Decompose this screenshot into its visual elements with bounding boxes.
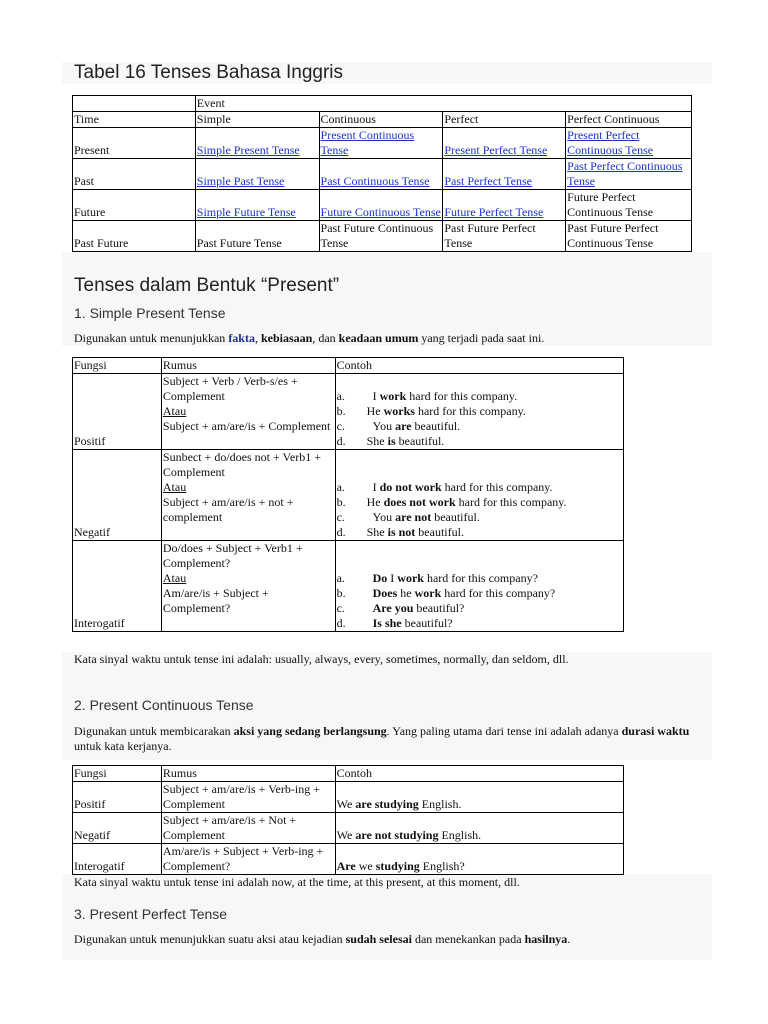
rumus-cell: Subject + am/are/is + Verb-ing + Complement (161, 782, 335, 813)
text: dan menekankan pada (411, 932, 525, 946)
text: hard for this company. (414, 404, 526, 418)
bold-text: is (387, 434, 396, 448)
fungsi-cell: Positif (73, 374, 162, 450)
text: yang terjadi pada saat ini. (418, 331, 545, 345)
time-label: Past Future (73, 221, 196, 252)
bold-text: works (383, 404, 415, 418)
spacer (163, 434, 334, 449)
table-row (73, 221, 692, 252)
fungsi-cell: Interogatif (73, 844, 162, 875)
table-cell: Past Future Tense (195, 221, 319, 252)
bold-text: hasilnya (524, 932, 568, 946)
table-cell (319, 128, 443, 159)
text: we (355, 859, 376, 873)
table-cell (195, 128, 319, 159)
example-line (337, 510, 622, 525)
example-line (337, 404, 622, 419)
text: English? (419, 859, 465, 873)
subsection-heading: 3. Present Perfect Tense (74, 906, 228, 922)
text: hard for this company. (455, 495, 567, 509)
text: beautiful. (411, 419, 461, 433)
bold-text: keadaan umum (338, 331, 419, 345)
tense-link[interactable]: Present Perfect Continuous Tense (567, 128, 654, 157)
text: You (372, 419, 396, 433)
rumus-cell (161, 374, 335, 450)
text: He (366, 495, 384, 509)
header-continuous: Continuous (319, 112, 443, 128)
bold-text: fakta (228, 331, 255, 345)
text: hard for this company? (423, 571, 538, 585)
table-cell (195, 190, 319, 221)
table-row (73, 813, 624, 844)
tense-link[interactable]: Past Continuous Tense (320, 174, 430, 188)
text: he (397, 586, 415, 600)
table-cell (319, 159, 443, 190)
contoh-cell (335, 782, 623, 813)
example-line (337, 495, 622, 510)
item-number: c. (336, 419, 345, 433)
header-rumus: Rumus (161, 766, 335, 782)
bold-text: are studying (355, 797, 419, 811)
text: . (567, 932, 571, 946)
text: I (372, 389, 380, 403)
table-row (73, 374, 624, 450)
formula: Sunbect + do/does not + Verb1 + Complement (162, 450, 321, 479)
section-heading: Tenses dalam Bentuk “Present” (74, 275, 340, 296)
text: I (372, 480, 380, 494)
text: . Yang paling utama dari tense ini adalah adanya (386, 724, 622, 738)
table-cell (319, 190, 443, 221)
text: She (366, 525, 388, 539)
table-cell: Future Perfect Continuous Tense (566, 190, 692, 221)
header-contoh: Contoh (335, 766, 623, 782)
example-line (337, 434, 622, 449)
event-label: Event (195, 96, 691, 112)
table-cell: Past Future Perfect Tense (443, 221, 566, 252)
formula: Do/does + Subject + Verb1 + Complement? (162, 541, 303, 570)
text: beautiful. (395, 434, 445, 448)
tense-link[interactable]: Simple Future Tense (196, 205, 296, 219)
fungsi-cell: Positif (73, 782, 162, 813)
paragraph (74, 331, 714, 346)
bold-text: Is she (372, 616, 402, 630)
header-time: Time (73, 112, 196, 128)
signal-words: Kata sinyal waktu untuk tense ini adalah now, at the time, at this present, at this moment, dll. (74, 875, 520, 889)
bold-text: does not work (383, 495, 456, 509)
text: hard for this company. (406, 389, 518, 403)
simple-present-table (72, 357, 624, 632)
text: Digunakan untuk menunjukkan (74, 331, 229, 345)
item-number: d. (336, 525, 346, 539)
rumus-cell: Am/are/is + Subject + Verb-ing + Complement? (161, 844, 335, 875)
rumus-cell: Subject + am/are/is + Not + Complement (161, 813, 335, 844)
header-perfect: Perfect (443, 112, 566, 128)
tense-link[interactable]: Present Perfect Tense (444, 143, 548, 157)
tense-link[interactable]: Past Perfect Tense (444, 174, 532, 188)
bold-text: studying (375, 859, 420, 873)
time-label: Present (73, 128, 196, 159)
example-line (337, 601, 622, 616)
item-number: b. (336, 495, 346, 509)
bold-text: do not work (379, 480, 442, 494)
table-cell: Past Future Continuous Tense (319, 221, 443, 252)
rumus-cell (161, 541, 335, 632)
tense-link[interactable]: Past Perfect Continuous Tense (567, 159, 683, 188)
bold-text: work (379, 389, 407, 403)
fungsi-cell: Negatif (73, 450, 162, 541)
formula: Subject + am/are/is + Complement (162, 419, 331, 433)
item-number: a. (336, 480, 345, 494)
rumus-cell (161, 450, 335, 541)
bold-text: are not studying (355, 828, 439, 842)
table-cell (443, 159, 566, 190)
table-row (73, 159, 692, 190)
text: He (366, 404, 384, 418)
tense-link[interactable]: Present Continuous Tense (320, 128, 415, 157)
spacer (163, 525, 334, 540)
contoh-cell (335, 813, 623, 844)
contoh-cell (335, 541, 623, 632)
fungsi-cell: Negatif (73, 813, 162, 844)
tenses-table (72, 95, 692, 252)
text: , dan (312, 331, 339, 345)
item-number: b. (336, 404, 346, 418)
bold-text: are (395, 419, 412, 433)
example-line (337, 586, 622, 601)
example-line (337, 616, 622, 631)
table-row (73, 844, 624, 875)
spacer (163, 616, 334, 631)
bold-text: Does (372, 586, 398, 600)
bold-text: work (397, 571, 424, 585)
text: English. (438, 828, 482, 842)
header-simple: Simple (195, 112, 319, 128)
text: beautiful? (401, 616, 453, 630)
item-number: d. (336, 616, 346, 630)
text: untuk kata kerjanya. (74, 739, 172, 753)
text: You (372, 510, 396, 524)
tense-link[interactable]: Simple Present Tense (196, 143, 300, 157)
subsection-heading: 1. Simple Present Tense (74, 305, 226, 321)
text: We (336, 828, 356, 842)
text: , (254, 331, 261, 345)
table-row (73, 96, 692, 112)
table-row (73, 128, 692, 159)
contoh-cell (335, 450, 623, 541)
text: English. (418, 797, 462, 811)
header-fungsi: Fungsi (73, 358, 162, 374)
bold-text: sudah selesai (345, 932, 412, 946)
formula: Subject + Verb / Verb-s/es + Complement (162, 374, 298, 403)
table-cell: Past Future Perfect Continuous Tense (566, 221, 692, 252)
time-label: Past (73, 159, 196, 190)
tense-link[interactable]: Simple Past Tense (196, 174, 285, 188)
bold-text: work (414, 586, 442, 600)
text: beautiful. (431, 510, 480, 524)
table-cell (195, 159, 319, 190)
bold-text: Are (336, 859, 356, 873)
item-number: c. (336, 510, 345, 524)
time-label: Future (73, 190, 196, 221)
bold-text: is not (387, 525, 416, 539)
atau-label: Atau (162, 571, 187, 585)
bold-text: aksi yang sedang berlangsung (233, 724, 387, 738)
contoh-cell (335, 374, 623, 450)
tense-link[interactable]: Future Continuous Tense (320, 205, 441, 219)
item-number: c. (336, 601, 345, 615)
table-row (73, 112, 692, 128)
example-line (337, 419, 622, 434)
table-row (73, 782, 624, 813)
subsection-heading: 2. Present Continuous Tense (74, 697, 254, 713)
fungsi-cell: Interogatif (73, 541, 162, 632)
table-cell (443, 128, 566, 159)
header-perfect-continuous: Perfect Continuous (566, 112, 692, 128)
bold-text: durasi waktu (621, 724, 690, 738)
paragraph (74, 932, 634, 947)
bold-text: Are you (372, 601, 414, 615)
table-row (73, 541, 624, 632)
text: beautiful? (413, 601, 465, 615)
text: Digunakan untuk menunjukkan suatu aksi atau kejadian (74, 932, 346, 946)
atau-label: Atau (162, 404, 187, 418)
table-cell (566, 128, 692, 159)
formula: Subject + am/are/is + not + complement (162, 495, 294, 524)
table-row (73, 766, 624, 782)
example-line (337, 480, 622, 495)
text: She (366, 434, 388, 448)
text: I (387, 571, 398, 585)
table-row (73, 190, 692, 221)
example-line (337, 389, 622, 404)
item-number: b. (336, 586, 346, 600)
signal-words: Kata sinyal waktu untuk tense ini adalah: usually, always, every, sometimes, normally, dan seldom, dll. (74, 652, 569, 666)
bold-text: kebiasaan (260, 331, 313, 345)
present-continuous-table (72, 765, 624, 875)
text: beautiful. (415, 525, 464, 539)
text: hard for this company. (441, 480, 553, 494)
header-rumus: Rumus (161, 358, 335, 374)
item-number: d. (336, 434, 346, 448)
table-cell (443, 190, 566, 221)
header-fungsi: Fungsi (73, 766, 162, 782)
table-cell (73, 96, 196, 112)
bold-text: Do (372, 571, 388, 585)
item-number: a. (336, 571, 345, 585)
formula: Am/are/is + Subject + Complement? (162, 586, 269, 615)
table-row (73, 450, 624, 541)
table-row (73, 358, 624, 374)
tense-link[interactable]: Future Perfect Tense (444, 205, 544, 219)
example-line (337, 571, 622, 586)
paragraph (74, 724, 714, 754)
text: We (336, 797, 356, 811)
page-title: Tabel 16 Tenses Bahasa Inggris (74, 62, 343, 83)
text: hard for this company? (441, 586, 556, 600)
bold-text: are not (395, 510, 432, 524)
header-contoh: Contoh (335, 358, 623, 374)
table-cell (566, 159, 692, 190)
text: Digunakan untuk membicarakan (74, 724, 234, 738)
atau-label: Atau (162, 480, 187, 494)
contoh-cell (335, 844, 623, 875)
item-number: a. (336, 389, 345, 403)
example-line (337, 525, 622, 540)
